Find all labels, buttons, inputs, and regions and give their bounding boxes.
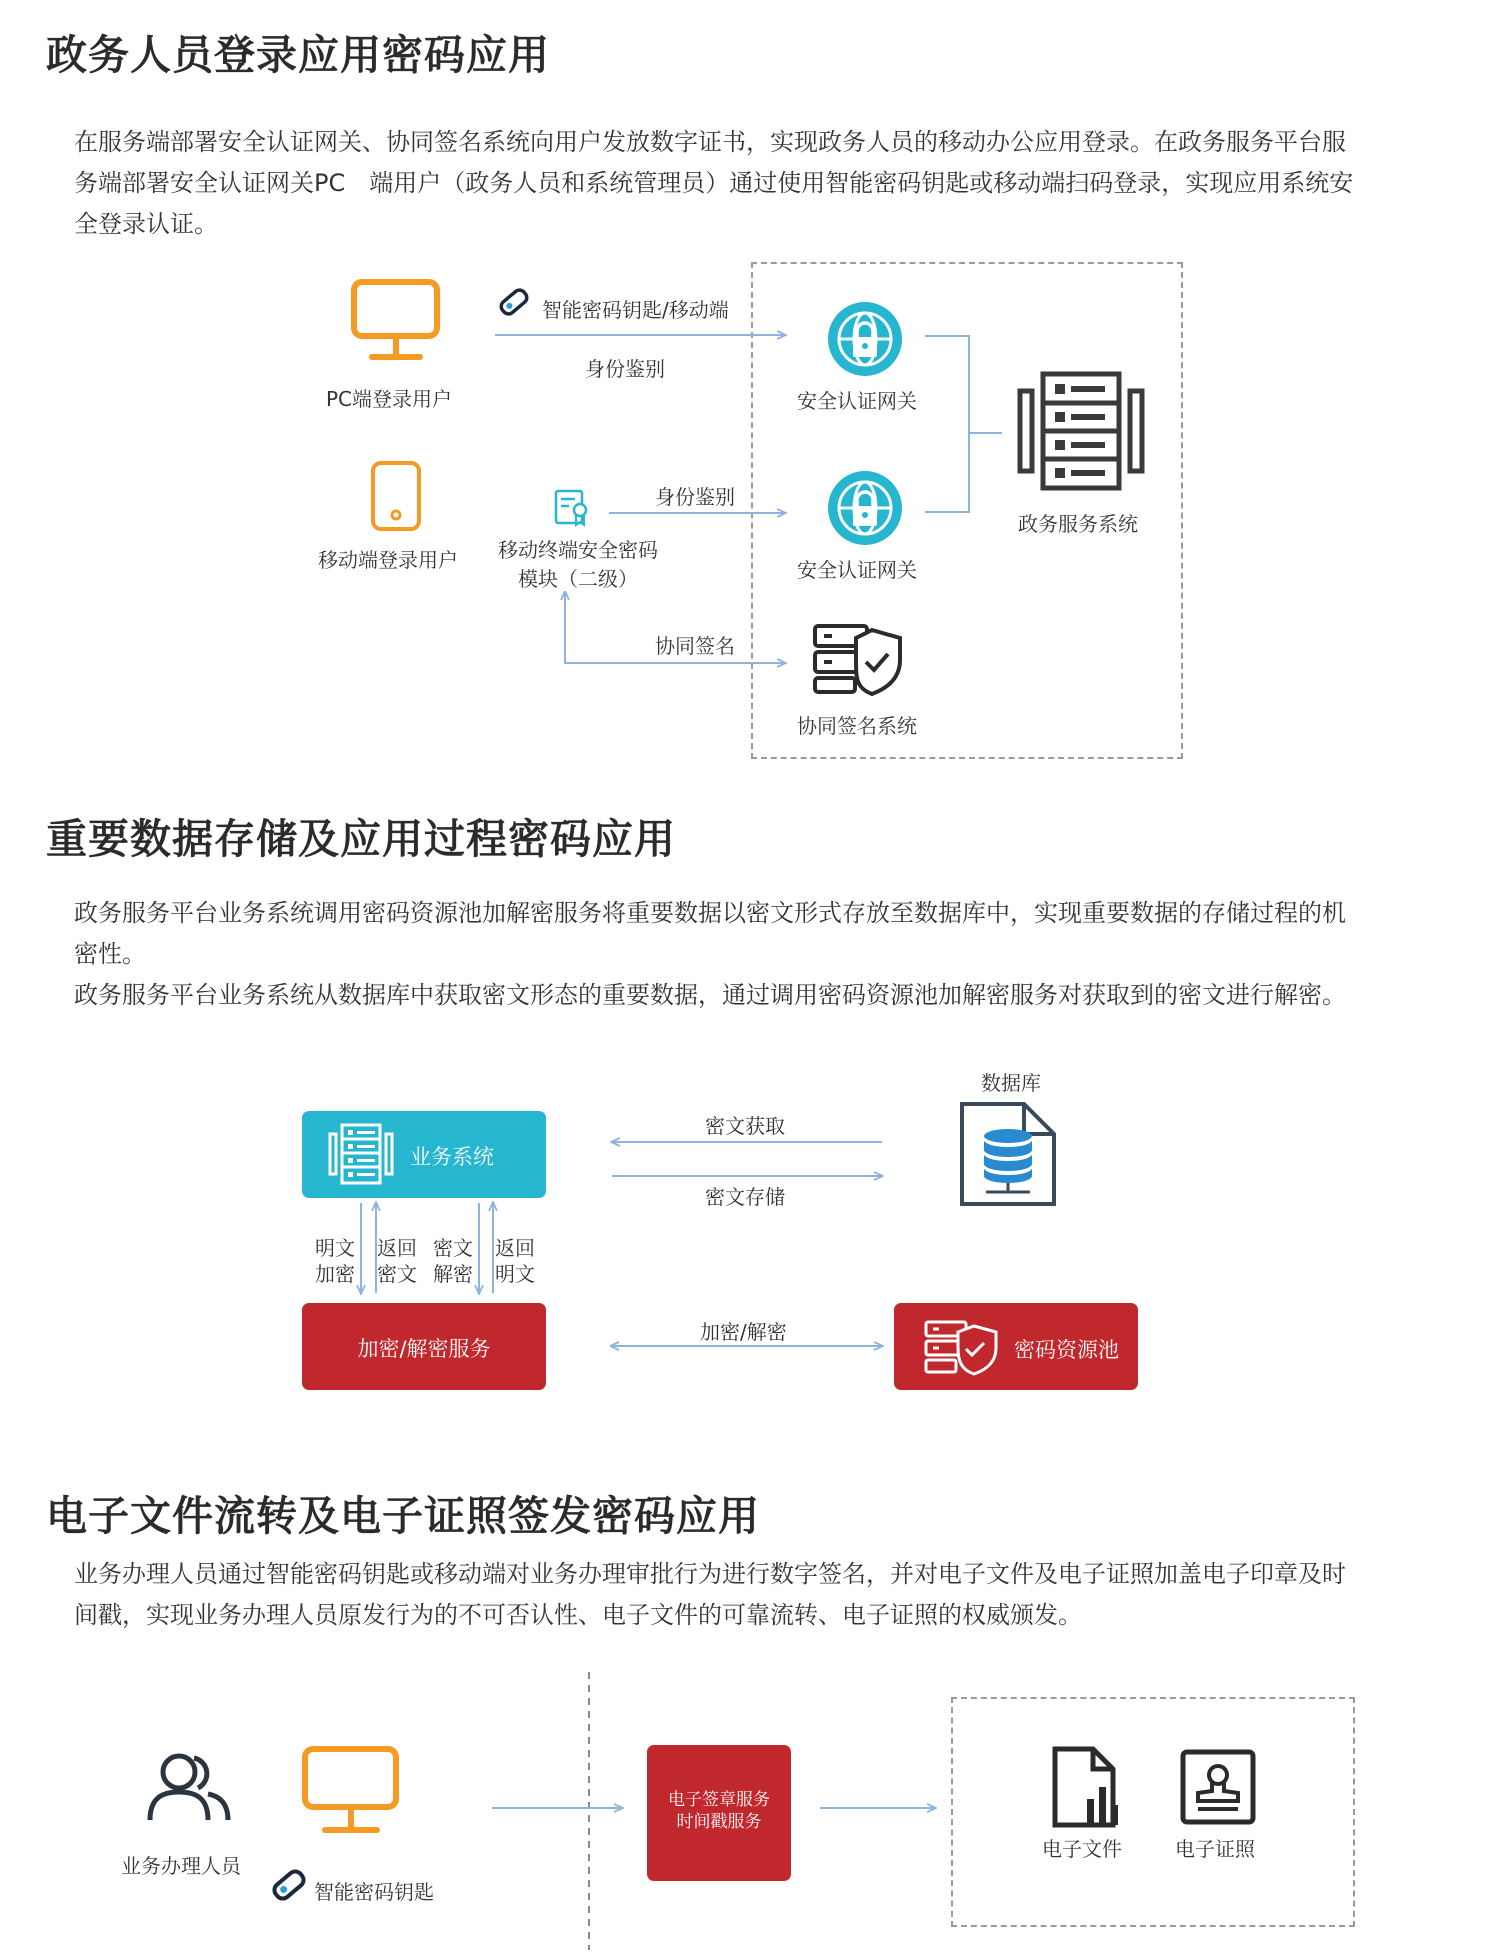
mobile-user-label: 移动端登录用户 <box>318 548 458 572</box>
crypto-module-line: 模块（二级） <box>518 567 638 591</box>
usb-key-icon <box>270 1866 308 1904</box>
cosign-label: 协同签名 <box>655 634 735 658</box>
auth-label-1: 身份鉴别 <box>585 357 665 381</box>
document-chart-icon <box>1051 1745 1123 1829</box>
op-line: 返回 <box>377 1236 417 1260</box>
signature-service-label <box>647 1789 791 1833</box>
service-line: 时间戳服务 <box>676 1812 762 1832</box>
op-line: 密文 <box>433 1236 473 1260</box>
cipher-fetch-label: 密文获取 <box>705 1114 785 1138</box>
crypto-service-label: 加密/解密服务 <box>357 1337 491 1361</box>
monitor-icon <box>301 1745 401 1837</box>
section3-title: 电子文件流转及电子证照签发密码应用 <box>46 1492 760 1540</box>
paragraph-line: 政务服务平台业务系统调用密码资源池加解密服务将重要数据以密文形式存放至数据库中，实现重要数据的存储过程的机 <box>74 899 1346 927</box>
op-line: 加密 <box>315 1262 355 1286</box>
cipher-store-label: 密文存储 <box>705 1185 785 1209</box>
gateway-label-2: 安全认证网关 <box>797 558 917 582</box>
crypto-pool-label: 密码资源池 <box>1014 1338 1119 1362</box>
paragraph-line: 密性。 <box>74 940 146 968</box>
section2-title: 重要数据存储及应用过程密码应用 <box>46 815 676 863</box>
pc-user-label: PC端登录用户 <box>326 387 453 411</box>
e-license-label: 电子证照 <box>1175 1837 1255 1861</box>
op-line: 解密 <box>433 1262 473 1286</box>
staff-label: 业务办理人员 <box>121 1854 241 1878</box>
crypto-module-line: 移动终端安全密码 <box>498 538 658 562</box>
result-box <box>951 1697 1355 1927</box>
database-label: 数据库 <box>981 1071 1041 1095</box>
op-line: 密文 <box>377 1262 417 1286</box>
paragraph-line: 政务服务平台业务系统从数据库中获取密文形态的重要数据，通过调用密码资源池加解密服务对获取到的密文进行解密。 <box>74 981 1346 1009</box>
key-label: 智能密码钥匙/移动端 <box>542 298 729 322</box>
paragraph-line: 间戳，实现业务办理人员原发行为的不可否认性、电子文件的可靠流转、电子证照的权威颁发。 <box>74 1601 1082 1629</box>
license-stamp-icon <box>1180 1749 1256 1825</box>
cosign-system-label: 协同签名系统 <box>797 714 917 738</box>
business-system-label: 业务系统 <box>410 1145 494 1169</box>
op-line: 明文 <box>315 1236 355 1260</box>
op-line: 明文 <box>495 1262 535 1286</box>
e-file-label: 电子文件 <box>1042 1837 1122 1861</box>
service-line: 电子签章服务 <box>668 1790 770 1810</box>
enc-dec-label: 加密/解密 <box>700 1320 787 1344</box>
auth-label-2: 身份鉴别 <box>655 485 735 509</box>
paragraph-line: 务端部署安全认证网关PC 端用户（政务人员和系统管理员）通过使用智能密码钥匙或移动端扫码登录，实现应用系统安 <box>74 169 1354 197</box>
paragraph-line: 全登录认证。 <box>74 210 218 238</box>
key-label: 智能密码钥匙 <box>314 1880 434 1904</box>
users-icon <box>146 1752 232 1824</box>
gateway-label-1: 安全认证网关 <box>797 389 917 413</box>
paragraph-line: 业务办理人员通过智能密码钥匙或移动端对业务办理审批行为进行数字签名，并对电子文件及电子证照加盖电子印章及时 <box>74 1560 1346 1588</box>
signature-service-box <box>647 1745 791 1881</box>
paragraph-line: 在服务端部署安全认证网关、协同签名系统向用户发放数字证书，实现政务人员的移动办公应用登录。在政务服务平台服 <box>74 128 1346 156</box>
section1-title: 政务人员登录应用密码应用 <box>46 31 550 79</box>
op-line: 返回 <box>495 1236 535 1260</box>
gov-system-label: 政务服务系统 <box>1018 512 1138 536</box>
